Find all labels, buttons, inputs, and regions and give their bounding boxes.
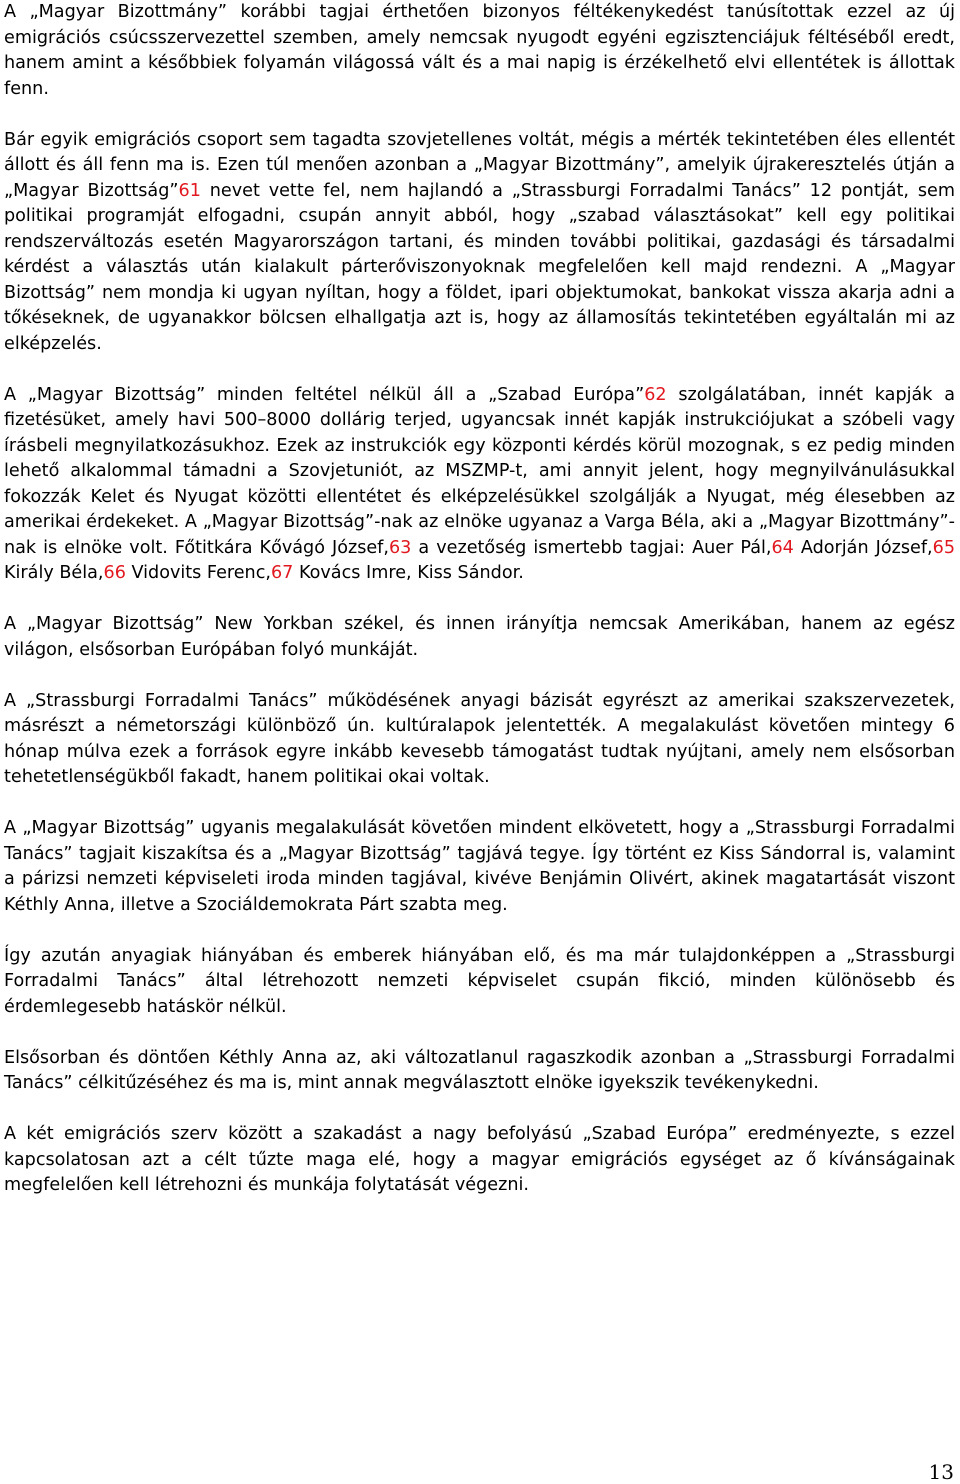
text-run: Vidovits Ferenc, [125,563,271,583]
text-run: A „Magyar Bizottság” New Yorkban székel, és innen irányítja nemcsak Amerikában, hanem az egész világon, elsősorban Európában folyó munkáját. [4,614,955,660]
text-run: Adorján József, [793,537,933,558]
text-run: A „Magyar Bizottmány” korábbi tagjai érthetően bizonyos féltékenykedést tanúsítottak ezzel az új emigrációs csúcsszervezettel szemben, amely nemcsak nyugodt egyéni egzisztenciájuk féltéséből eredt, hanem amint a későbbiek folyamán világossá vált és a mai napig is érzékelhető elvi ellentétek is állottak fenn. [4,2,955,99]
footnote-ref-61[interactable]: 61 [178,180,201,201]
text-run: a vezetőség ismertebb tagjai: Auer Pál, [411,537,772,558]
paragraph-4 [4,612,955,663]
page-number: 13 [928,1460,954,1484]
footnote-ref-64[interactable]: 64 [771,537,794,558]
footnote-ref-67[interactable]: 67 [270,563,294,583]
paragraph-3 [4,383,955,587]
text-run: Kovács Imre, Kiss Sándor. [293,563,524,583]
text-run: Bár egyik emigrációs csoport sem tagadta szovjetellenes voltát, mégis a mérték tekintetében éles ellentét állott és áll fenn ma is. Ezen túl menően azonban a „Magyar Bizottmány”, amelyik újrakeresztelés útján a „Magyar Bizottság” [4,129,955,201]
text-run: A „Strassburgi Forradalmi Tanács” működésének anyagi bázisát egyrészt az amerikai szakszervezetek, másrészt a németországi különböző ún. kultúralapok jelentették. A megalakulást követően mintegy 6 hónap múlva ezek a források egyre inkább kevesebb támogatást tudtak nyújtani, amely nem elsősorban tehetetlenségükből fakadt, hanem politikai okai voltak. [4,690,955,787]
paragraph-9 [4,1122,955,1199]
text-run: A két emigrációs szerv között a szakadást a nagy befolyású „Szabad Európa” eredményezte, s ezzel kapcsolatosan azt a célt tűzte maga elé, hogy a magyar emigrációs egységet az ő kívánságainak megfelelően kell létrehozni és munkája folytatását végezni. [4,1124,955,1195]
text-run: Elsősorban és döntően Kéthly Anna az, aki változatlanul ragaszkodik azonban a „Strassburgi Forradalmi Tanács” célkitűzéséhez és ma is, mint annak megválasztott elnöke igyekszik tevékenykedni. [4,1047,955,1093]
footnote-ref-63[interactable]: 63 [388,537,412,558]
text-run: Így azután anyagiak hiányában és emberek hiányában elő, és ma már tulajdonképpen a „Strassburgi Forradalmi Tanács” által létrehozott nemzeti képviselet csupán fikció, minden különösebb és érdemlegesebb hatáskör nélkül. [4,945,955,1017]
text-run: Király Béla, [4,563,104,583]
paragraph-6 [4,816,955,918]
footnote-ref-62[interactable]: 62 [644,384,667,405]
paragraph-8 [4,1046,955,1097]
paragraph-1 [4,0,955,102]
text-run: nevet vette fel, nem hajlandó a „Strassburgi Forradalmi Tanács” 12 pontját, sem politikai programját elfogadni, csupán annyit abból, hogy „szabad választásokat” kell egy politikai rendszerváltozás esetén Magyarországon tartani, és minden további politikai, gazdasági és társadalmi kérdést a választás után kialakult párterőviszonyoknak megfelelően kell majd rendezni. A „Magyar Bizottság” nem mondja ki ugyan nyíltan, hogy a földet, ipari objektumokat, bankokat vissza akarja adni a tőkéseknek, de ugyanakkor bölcsen elhallgatja azt is, hogy az államosítás tekintetében egyáltalán mi az elképzelés. [4,180,955,354]
text-run: szolgálatában, innét kapják a fizetésüket, amely havi 500–8000 dollárig terjed, ugyancsak innét kapják instrukciójukat a szóbeli vagy írásbeli megnyilatkozásukhoz. Ezek az instrukciók egy központi kérdés körül mozognak, s ez pedig minden lehető alkalommal támadni a Szovjetuniót, az MSZMP-t, ami annyit jelent, hogy megnyilvánulásukkal fokozzák Kelet és Nyugat közötti ellentétet és elképzelésükkel szolgálják a Nyugat, még élesebben az amerikai érdekeket. A „Magyar Bizottság”-nak az elnöke ugyanaz a Varga Béla, aki a „Magyar Bizottmány”-nak is elnöke volt. Főtitkára Kővágó József, [4,384,955,558]
text-run: A „Magyar Bizottság” ugyanis megalakulását követően mindent elkövetett, hogy a „Strassburgi Forradalmi Tanács” tagjait kiszakítsa és a „Magyar Bizottság” tagjává tegye. Így történt ez Kiss Sándorral is, valamint a párizsi nemzeti képviseleti iroda minden tagjával, kivéve Benjámin Olivért, akinek magatartását viszont Kéthly Anna, illetve a Szociáldemokrata Párt szabta meg. [4,818,955,915]
paragraph-5 [4,689,955,791]
footnote-ref-66[interactable]: 66 [103,563,126,583]
text-run: A „Magyar Bizottság” minden feltétel nélkül áll a „Szabad Európa” [4,384,645,405]
paragraph-7 [4,944,955,1021]
paragraph-2 [4,128,955,358]
footnote-ref-65[interactable]: 65 [932,537,956,558]
document-page [4,0,955,1224]
